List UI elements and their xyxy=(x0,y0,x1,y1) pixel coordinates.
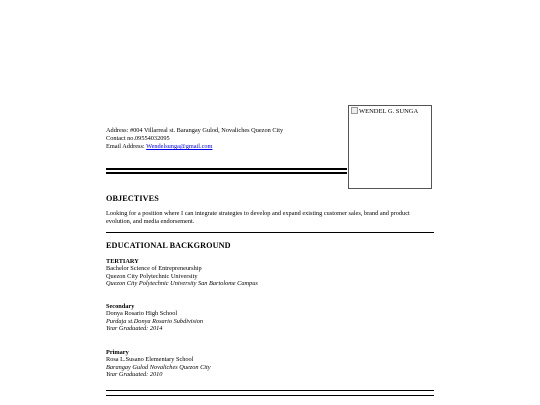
tertiary-level: TERTIARY xyxy=(106,258,139,265)
secondary-location: Purdaja st.Donya Rosario Subdivision xyxy=(106,317,204,325)
phone-line: Contact no.09554032095 xyxy=(106,135,170,142)
footer-divider-bottom xyxy=(106,395,434,396)
primary-school: Rosa L.Susano Elementary School xyxy=(106,356,194,364)
tertiary-school: Quezon City Polytechnic University xyxy=(106,272,198,280)
profile-photo xyxy=(348,105,432,189)
secondary-year: Year Graduated: 2014 xyxy=(106,325,163,333)
header-divider-top xyxy=(106,168,347,170)
objectives-divider xyxy=(106,232,434,233)
address-line: Address: #004 Villarreal st. Barangay Gulod, Novaliches Quezon City xyxy=(106,127,284,134)
education-heading: EDUCATIONAL BACKGROUND xyxy=(106,241,231,250)
contact-info xyxy=(106,127,283,151)
secondary-section xyxy=(106,303,203,333)
footer-divider-top xyxy=(106,390,434,391)
tertiary-degree: Bachelor Science of Entrepreneurship xyxy=(106,265,202,273)
email-link[interactable]: Wendelsunga@gmail.com xyxy=(146,143,213,150)
primary-location: Barangay Gulod Novaliches Quezon City xyxy=(106,363,211,371)
secondary-level: Secondary xyxy=(106,303,135,310)
primary-year: Year Graduated: 2010 xyxy=(106,371,163,379)
primary-section xyxy=(106,349,211,379)
header-divider-bottom xyxy=(106,172,347,174)
tertiary-location: Quezon City Polytechnic University San Bartolome Campus xyxy=(106,280,258,288)
email-line xyxy=(106,143,283,151)
objectives-text: Looking for a position where I can integrate strategies to develop and expand existing customer sales, brand and product evolution, and media endorsement. xyxy=(106,210,410,225)
objectives-heading: OBJECTIVES xyxy=(106,194,159,203)
primary-level: Primary xyxy=(106,349,129,356)
email-label: Email Address: xyxy=(106,143,147,150)
profile-photo-alt-text: WENDEL G. SUNGA xyxy=(359,108,419,115)
broken-image-icon xyxy=(351,107,358,114)
tertiary-section xyxy=(106,258,258,288)
secondary-school: Donya Rosario High School xyxy=(106,310,178,318)
